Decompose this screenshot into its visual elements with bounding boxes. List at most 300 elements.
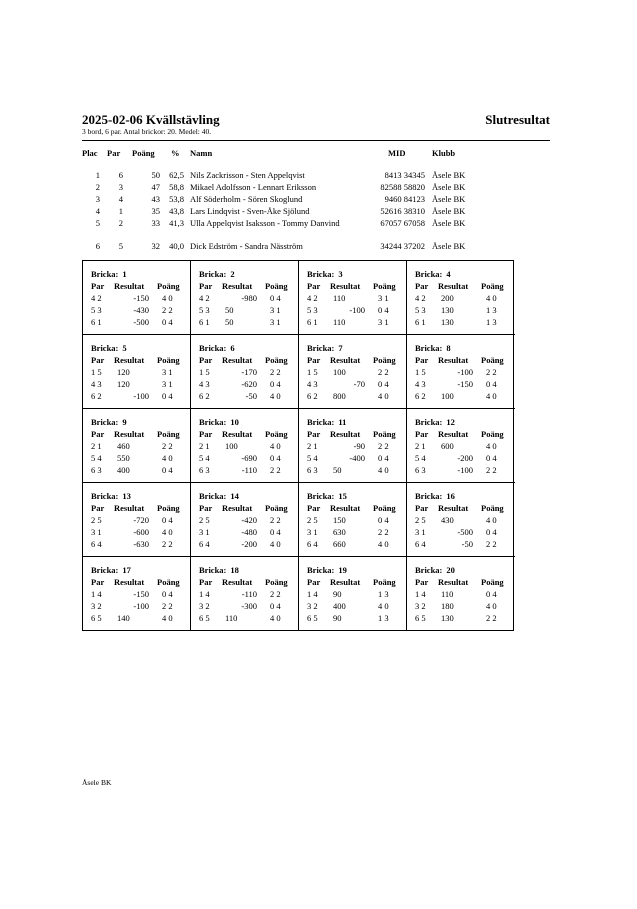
- board-card: [83, 483, 191, 557]
- board-line-resultat: -980: [241, 293, 257, 303]
- board-line-par: 5 3: [91, 305, 102, 315]
- result-row: [0, 218, 637, 230]
- board-label: Bricka:: [415, 269, 443, 279]
- board-line-par: 2 1: [199, 441, 210, 451]
- result-namn: Nils Zackrisson - Sten Appelqvist: [190, 170, 305, 180]
- board-line-par: 6 5: [415, 613, 426, 623]
- board-line-par: 6 1: [199, 317, 210, 327]
- board-line-resultat: 630: [333, 527, 346, 537]
- board-line-resultat: -500: [133, 317, 149, 327]
- board-line-resultat: -720: [133, 515, 149, 525]
- board-number: 15: [338, 491, 347, 501]
- board-line-par: 4 2: [307, 293, 318, 303]
- board-line-poang: 0 4: [486, 589, 497, 599]
- column-header-percent: %: [171, 148, 180, 158]
- board-col-par: Par: [415, 281, 429, 291]
- board-col-par: Par: [91, 503, 105, 513]
- board-title: [91, 565, 131, 575]
- result-mid: 82588 58820: [380, 182, 425, 192]
- board-line-resultat: 660: [333, 539, 346, 549]
- board-line-resultat: 50: [225, 305, 234, 315]
- board-line-poang: 3 1: [378, 317, 389, 327]
- board-number: 9: [122, 417, 127, 427]
- board-line-poang: 2 2: [378, 367, 389, 377]
- board-line-poang: 0 4: [270, 293, 281, 303]
- result-poang: 47: [151, 182, 160, 192]
- board-label: Bricka:: [415, 343, 443, 353]
- board-line-par: 6 1: [415, 317, 426, 327]
- board-line-resultat: 110: [441, 589, 454, 599]
- result-poang: 43: [151, 194, 160, 204]
- board-label: Bricka:: [91, 491, 119, 501]
- board-line-par: 6 5: [199, 613, 210, 623]
- board-line-par: 6 3: [91, 465, 102, 475]
- board-col-par: Par: [415, 503, 429, 513]
- board-number: 3: [338, 269, 343, 279]
- board-line-poang: 3 1: [162, 379, 173, 389]
- board-line-poang: 4 0: [270, 391, 281, 401]
- result-klubb: Åsele BK: [432, 182, 466, 192]
- result-namn: Alf Söderholm - Sören Skoglund: [190, 194, 303, 204]
- board-card: [191, 483, 299, 557]
- board-line-poang: 0 4: [486, 379, 497, 389]
- board-card: [191, 557, 299, 631]
- board-col-par: Par: [415, 577, 429, 587]
- board-line-poang: 2 2: [486, 465, 497, 475]
- board-line-resultat: 400: [333, 601, 346, 611]
- board-title: [199, 269, 235, 279]
- board-line-poang: 0 4: [162, 465, 173, 475]
- board-line-par: 6 4: [91, 539, 102, 549]
- result-row: [0, 182, 637, 194]
- board-label: Bricka:: [307, 269, 335, 279]
- board-col-par: Par: [91, 355, 105, 365]
- board-line-resultat: -200: [241, 539, 257, 549]
- board-line-poang: 0 4: [378, 379, 389, 389]
- board-line-par: 6 3: [415, 465, 426, 475]
- board-line-poang: 4 0: [486, 391, 497, 401]
- board-col-poang: Poäng: [265, 503, 288, 513]
- board-line-resultat: -420: [241, 515, 257, 525]
- board-title: [307, 417, 346, 427]
- board-title: [91, 343, 127, 353]
- board-line-resultat: 150: [333, 515, 346, 525]
- board-line-par: 6 2: [415, 391, 426, 401]
- column-header-namn: Namn: [190, 148, 213, 158]
- board-line-par: 1 4: [199, 589, 210, 599]
- board-line-poang: 4 0: [270, 613, 281, 623]
- board-line-resultat: 110: [333, 317, 346, 327]
- board-col-resultat: Resultat: [330, 429, 361, 439]
- header-divider: [82, 140, 550, 141]
- result-klubb: Åsele BK: [432, 194, 466, 204]
- column-header-poang: Poäng: [132, 148, 155, 158]
- board-line-par: 2 5: [199, 515, 210, 525]
- board-col-poang: Poäng: [373, 355, 396, 365]
- board-label: Bricka:: [199, 565, 227, 575]
- board-line-poang: 4 0: [162, 527, 173, 537]
- board-card: [83, 261, 191, 335]
- board-col-resultat: Resultat: [222, 281, 253, 291]
- board-line-poang: 3 1: [270, 305, 281, 315]
- board-number: 13: [122, 491, 131, 501]
- result-percent: 62,5: [169, 170, 184, 180]
- board-number: 10: [230, 417, 239, 427]
- board-line-par: 4 2: [415, 293, 426, 303]
- board-line-par: 4 3: [307, 379, 318, 389]
- board-title: [199, 343, 235, 353]
- board-card: [299, 261, 407, 335]
- board-line-par: 5 3: [415, 305, 426, 315]
- board-line-par: 6 2: [307, 391, 318, 401]
- board-line-resultat: -70: [353, 379, 365, 389]
- board-line-resultat: -480: [241, 527, 257, 537]
- board-col-par: Par: [199, 503, 213, 513]
- board-line-poang: 4 0: [162, 293, 173, 303]
- event-summary: 3 bord, 6 par. Antal brickor: 20. Medel: 40.: [82, 127, 212, 136]
- board-line-par: 6 5: [91, 613, 102, 623]
- board-line-poang: 0 4: [270, 601, 281, 611]
- board-line-resultat: 50: [225, 317, 234, 327]
- result-percent: 53,8: [169, 194, 184, 204]
- board-line-resultat: -150: [133, 293, 149, 303]
- board-line-par: 2 1: [91, 441, 102, 451]
- board-label: Bricka:: [91, 269, 119, 279]
- board-line-poang: 2 2: [378, 527, 389, 537]
- board-number: 8: [446, 343, 451, 353]
- board-card: [191, 409, 299, 483]
- board-card: [191, 335, 299, 409]
- result-klubb: Åsele BK: [432, 170, 466, 180]
- board-label: Bricka:: [307, 417, 335, 427]
- board-title: [307, 269, 343, 279]
- result-mid: 8413 34345: [384, 170, 425, 180]
- board-col-par: Par: [307, 355, 321, 365]
- board-col-poang: Poäng: [373, 577, 396, 587]
- board-col-par: Par: [199, 355, 213, 365]
- board-col-poang: Poäng: [265, 577, 288, 587]
- board-number: 19: [338, 565, 347, 575]
- board-label: Bricka:: [415, 565, 443, 575]
- board-number: 6: [230, 343, 235, 353]
- board-col-poang: Poäng: [265, 281, 288, 291]
- board-title: [415, 417, 455, 427]
- board-line-resultat: -150: [133, 589, 149, 599]
- board-line-resultat: 180: [441, 601, 454, 611]
- result-plac: 3: [95, 194, 100, 204]
- board-line-poang: 1 3: [486, 305, 497, 315]
- board-line-resultat: 90: [333, 613, 342, 623]
- board-line-par: 6 5: [307, 613, 318, 623]
- board-label: Bricka:: [307, 491, 335, 501]
- page-title: 2025-02-06 Kvällstävling: [82, 112, 220, 127]
- board-label: Bricka:: [307, 565, 335, 575]
- board-number: 2: [230, 269, 235, 279]
- board-line-par: 6 1: [307, 317, 318, 327]
- board-col-par: Par: [199, 281, 213, 291]
- board-col-poang: Poäng: [373, 503, 396, 513]
- board-line-par: 3 1: [307, 527, 318, 537]
- board-line-par: 6 4: [199, 539, 210, 549]
- board-line-poang: 3 1: [162, 367, 173, 377]
- board-col-resultat: Resultat: [438, 281, 469, 291]
- board-line-resultat: -150: [457, 379, 473, 389]
- board-line-poang: 0 4: [162, 515, 173, 525]
- board-col-resultat: Resultat: [438, 577, 469, 587]
- board-line-resultat: -620: [241, 379, 257, 389]
- board-line-resultat: 110: [225, 613, 238, 623]
- board-line-par: 1 5: [199, 367, 210, 377]
- board-col-par: Par: [199, 429, 213, 439]
- board-line-resultat: -100: [133, 391, 149, 401]
- board-col-resultat: Resultat: [222, 355, 253, 365]
- board-line-poang: 4 0: [486, 293, 497, 303]
- board-line-par: 2 5: [91, 515, 102, 525]
- board-line-resultat: -110: [241, 465, 257, 475]
- board-line-resultat: -100: [133, 601, 149, 611]
- result-mid: 52616 38310: [380, 206, 425, 216]
- board-line-poang: 2 2: [486, 613, 497, 623]
- board-line-resultat: -100: [349, 305, 365, 315]
- board-line-resultat: 130: [441, 305, 454, 315]
- board-number: 17: [122, 565, 131, 575]
- board-line-par: 5 3: [199, 305, 210, 315]
- board-card: [83, 409, 191, 483]
- board-line-par: 5 4: [91, 453, 102, 463]
- result-plac: 5: [95, 218, 100, 228]
- result-plac: 2: [95, 182, 100, 192]
- board-title: [91, 417, 127, 427]
- board-col-resultat: Resultat: [114, 503, 145, 513]
- board-number: 14: [230, 491, 239, 501]
- board-line-poang: 2 2: [270, 515, 281, 525]
- board-col-resultat: Resultat: [114, 577, 145, 587]
- column-header-klubb: Klubb: [432, 148, 456, 158]
- result-namn: Ulla Appelqvist Isaksson - Tommy Danvind: [190, 218, 340, 228]
- board-line-resultat: 50: [333, 465, 342, 475]
- board-title: [199, 491, 239, 501]
- board-number: 11: [338, 417, 347, 427]
- board-col-resultat: Resultat: [438, 503, 469, 513]
- board-line-resultat: -110: [241, 589, 257, 599]
- board-number: 18: [230, 565, 239, 575]
- board-line-par: 6 3: [199, 465, 210, 475]
- board-line-poang: 4 0: [378, 601, 389, 611]
- board-line-resultat: 140: [117, 613, 130, 623]
- board-col-par: Par: [415, 429, 429, 439]
- board-line-poang: 2 2: [270, 465, 281, 475]
- board-line-poang: 0 4: [270, 453, 281, 463]
- board-label: Bricka:: [415, 491, 443, 501]
- result-par: 3: [118, 182, 123, 192]
- board-col-poang: Poäng: [265, 429, 288, 439]
- result-namn: Lars Lindqvist - Sven-Åke Sjölund: [190, 206, 310, 216]
- board-line-resultat: 200: [441, 293, 454, 303]
- board-line-par: 6 2: [199, 391, 210, 401]
- board-title: [91, 269, 127, 279]
- board-line-poang: 1 3: [486, 317, 497, 327]
- board-col-par: Par: [307, 503, 321, 513]
- board-number: 4: [446, 269, 451, 279]
- board-col-poang: Poäng: [481, 429, 504, 439]
- board-line-poang: 2 2: [162, 305, 173, 315]
- board-line-par: 3 1: [91, 527, 102, 537]
- board-line-poang: 4 0: [270, 441, 281, 451]
- board-line-poang: 4 0: [270, 539, 281, 549]
- board-label: Bricka:: [415, 417, 443, 427]
- board-line-poang: 3 1: [378, 293, 389, 303]
- board-card: [299, 557, 407, 631]
- board-line-poang: 2 2: [162, 441, 173, 451]
- board-line-poang: 4 0: [378, 539, 389, 549]
- board-line-resultat: -690: [241, 453, 257, 463]
- board-title: [199, 417, 239, 427]
- board-line-poang: 2 2: [270, 367, 281, 377]
- board-col-poang: Poäng: [157, 577, 180, 587]
- column-header-plac: Plac: [82, 148, 98, 158]
- result-klubb: Åsele BK: [432, 218, 466, 228]
- board-title: [91, 491, 131, 501]
- board-title: [199, 565, 239, 575]
- board-col-poang: Poäng: [373, 429, 396, 439]
- board-line-resultat: -170: [241, 367, 257, 377]
- board-line-resultat: 100: [225, 441, 238, 451]
- board-card: [83, 335, 191, 409]
- board-line-poang: 4 0: [162, 613, 173, 623]
- result-poang: 50: [151, 170, 160, 180]
- board-line-par: 2 1: [307, 441, 318, 451]
- board-card: [83, 557, 191, 631]
- board-line-poang: 2 2: [162, 601, 173, 611]
- board-line-resultat: -600: [133, 527, 149, 537]
- board-line-par: 1 5: [415, 367, 426, 377]
- board-col-poang: Poäng: [373, 281, 396, 291]
- result-par: 6: [118, 170, 123, 180]
- board-line-resultat: 430: [441, 515, 454, 525]
- board-col-resultat: Resultat: [222, 429, 253, 439]
- board-card: [191, 261, 299, 335]
- board-col-poang: Poäng: [157, 503, 180, 513]
- board-number: 1: [122, 269, 127, 279]
- board-line-resultat: -430: [133, 305, 149, 315]
- board-number: 20: [446, 565, 455, 575]
- board-line-resultat: 130: [441, 613, 454, 623]
- board-col-par: Par: [307, 281, 321, 291]
- board-col-par: Par: [307, 577, 321, 587]
- result-klubb: Åsele BK: [432, 206, 466, 216]
- board-number: 7: [338, 343, 343, 353]
- board-line-par: 6 1: [91, 317, 102, 327]
- board-card: [407, 261, 515, 335]
- result-type-label: Slutresultat: [485, 112, 550, 127]
- result-percent: 40,0: [169, 241, 184, 251]
- board-line-poang: 2 2: [378, 441, 389, 451]
- board-line-resultat: 100: [441, 391, 454, 401]
- board-title: [415, 491, 455, 501]
- board-label: Bricka:: [91, 417, 119, 427]
- board-line-par: 1 4: [307, 589, 318, 599]
- board-line-poang: 0 4: [378, 453, 389, 463]
- board-card: [407, 409, 515, 483]
- board-line-par: 2 1: [415, 441, 426, 451]
- board-line-resultat: -100: [457, 465, 473, 475]
- result-percent: 43,8: [169, 206, 184, 216]
- board-line-resultat: -100: [457, 367, 473, 377]
- board-line-par: 4 2: [91, 293, 102, 303]
- column-header-mid: MID: [388, 148, 406, 158]
- board-card: [299, 483, 407, 557]
- board-card: [299, 409, 407, 483]
- result-row: [0, 241, 637, 253]
- board-label: Bricka:: [199, 269, 227, 279]
- footer-club: Åsele BK: [82, 778, 112, 787]
- board-line-par: 5 3: [307, 305, 318, 315]
- board-title: [415, 565, 455, 575]
- board-line-resultat: -50: [245, 391, 257, 401]
- board-title: [415, 269, 451, 279]
- board-line-par: 1 5: [307, 367, 318, 377]
- board-line-resultat: 550: [117, 453, 130, 463]
- board-line-resultat: 110: [333, 293, 346, 303]
- board-number: 16: [446, 491, 455, 501]
- board-label: Bricka:: [91, 565, 119, 575]
- board-line-poang: 0 4: [486, 527, 497, 537]
- board-line-resultat: 600: [441, 441, 454, 451]
- result-mid: 67057 67058: [380, 218, 425, 228]
- board-line-poang: 0 4: [378, 305, 389, 315]
- result-row: [0, 194, 637, 206]
- board-line-poang: 0 4: [270, 379, 281, 389]
- board-line-par: 4 2: [199, 293, 210, 303]
- board-line-poang: 0 4: [162, 391, 173, 401]
- result-namn: Dick Edström - Sandra Näsström: [190, 241, 303, 251]
- board-col-par: Par: [307, 429, 321, 439]
- board-results-grid: [82, 260, 514, 631]
- board-col-resultat: Resultat: [114, 355, 145, 365]
- result-row: [0, 170, 637, 182]
- column-header-par: Par: [107, 148, 121, 158]
- board-line-par: 6 2: [91, 391, 102, 401]
- board-line-par: 6 4: [415, 539, 426, 549]
- board-col-resultat: Resultat: [222, 503, 253, 513]
- board-line-resultat: 100: [333, 367, 346, 377]
- board-card: [299, 335, 407, 409]
- board-title: [307, 565, 347, 575]
- board-col-poang: Poäng: [265, 355, 288, 365]
- board-line-resultat: 460: [117, 441, 130, 451]
- board-col-resultat: Resultat: [330, 577, 361, 587]
- board-line-resultat: -300: [241, 601, 257, 611]
- board-line-par: 1 4: [415, 589, 426, 599]
- result-poang: 35: [151, 206, 160, 216]
- board-col-par: Par: [91, 281, 105, 291]
- board-line-par: 3 1: [199, 527, 210, 537]
- board-col-resultat: Resultat: [222, 577, 253, 587]
- board-label: Bricka:: [199, 417, 227, 427]
- result-plac: 6: [95, 241, 100, 251]
- board-line-par: 3 1: [415, 527, 426, 537]
- board-line-par: 5 4: [307, 453, 318, 463]
- board-line-resultat: -630: [133, 539, 149, 549]
- result-plac: 4: [95, 206, 100, 216]
- result-mid: 34244 37202: [380, 241, 425, 251]
- result-mid: 9460 84123: [384, 194, 425, 204]
- board-col-par: Par: [415, 355, 429, 365]
- result-par: 5: [118, 241, 123, 251]
- board-line-resultat: 120: [117, 367, 130, 377]
- board-line-poang: 0 4: [486, 453, 497, 463]
- board-col-resultat: Resultat: [330, 281, 361, 291]
